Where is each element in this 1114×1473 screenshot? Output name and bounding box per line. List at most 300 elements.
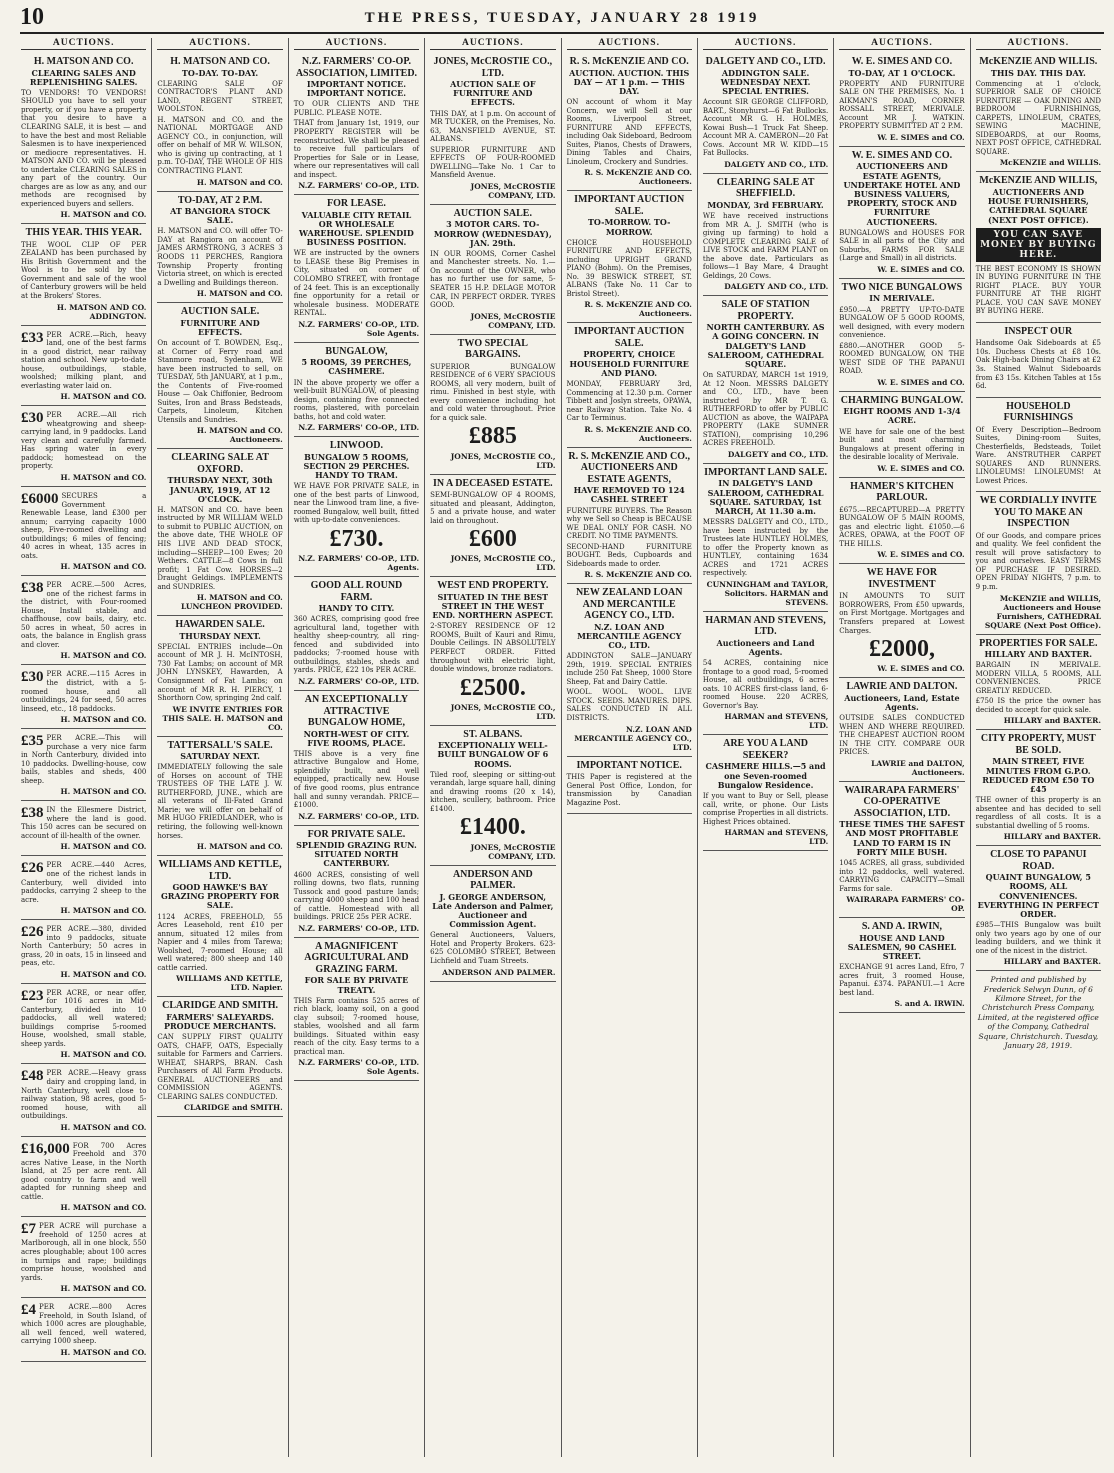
ad-paragraph <box>21 241 146 301</box>
advertisement <box>430 726 555 866</box>
ad-paragraph <box>430 491 555 525</box>
ad-body <box>703 518 828 578</box>
ad-signature: R. S. McKENZIE AND CO. <box>584 570 692 580</box>
ad-price: £30 <box>21 669 44 686</box>
ad-title: INSPECT OUR <box>1004 325 1073 337</box>
ad-text: THIS DAY, at 1 p.m. On account of MR TUCKER, on the Premises, No. 63, MANSFIELD AVENUE, ST. ALBANS. <box>430 109 556 144</box>
ad-subtitle: THESE TIMES THE SAFEST AND MOST PROFITABLE LAND TO FARM IS IN FORTY MILE BUSH. <box>839 819 965 857</box>
advertisement <box>21 920 146 984</box>
ad-signature: H. MATSON and CO. <box>60 715 147 725</box>
ad-body <box>294 100 419 179</box>
ad-signature: H. MATSON and CO. <box>60 842 147 852</box>
ad-text: PER ACRE.—Heavy grass dairy and cropping land, in North Canterbury, well close to railway station, 98 acres, good 5-roomed house, with all outbuildings. <box>21 1069 147 1121</box>
ad-subtitle: N.Z. LOAN AND MERCANTILE AGENCY CO., LTD. <box>577 621 682 651</box>
ad-title: HOUSEHOLD FURNISHINGS <box>1003 400 1074 424</box>
ad-signature: H. MATSON and CO. <box>60 1347 147 1357</box>
ad-title: R. S. McKENZIE AND CO. <box>569 56 689 67</box>
ad-subtitle: FURNITURE AND EFFECTS. <box>180 317 260 337</box>
ad-subtitle: AUCTIONEERS AND ESTATE AGENTS, UNDERTAKE HOTEL AND BUSINESS VALUERS, PROPERTY, STOCK AND FURNITURE AUCTIONEERS. <box>843 161 961 227</box>
ad-title: NEW ZEALAND LOAN AND MERCANTILE AGENCY CO., LTD. <box>575 587 683 622</box>
ad-paragraph <box>703 792 828 826</box>
ad-signature: H. MATSON and CO. <box>60 651 147 661</box>
advertisement <box>157 737 282 856</box>
ad-text: £985—THIS Bungalow was built only two years ago by one of our leading builders, and we think it one of the nicest in the district. <box>975 921 1101 955</box>
ad-text: THE BEST ECONOMY IS SHOWN IN BUYING FURNITURE IN THE RIGHT PLACE. BUY YOUR FURNITURE AT THE RIGHT PLACE. YOU CAN SAVE MONEY BY BUYING HERE. <box>975 264 1101 316</box>
ad-text: FOR 700 Acres Freehold and 370 acres Native Lease, in the North Island, at 25 per acre rent. All good country to farm and well adapted for running sheep and cattle. <box>21 1141 147 1201</box>
advertisement <box>157 856 282 997</box>
ad-title: IMPORTANT AUCTION SALE. <box>574 194 685 217</box>
ad-paragraph <box>157 80 282 114</box>
ad-title: CLARIDGE AND SMITH. <box>162 1000 278 1012</box>
ad-signature: S. and A. IRWIN. <box>894 999 965 1009</box>
ad-signature: N.Z. FARMERS' CO-OP., LTD. <box>298 811 420 821</box>
ad-body <box>294 997 419 1057</box>
ad-text: SECURES a Government Renewable Lease, land £300 per annum; carrying capacity 1000 sheep, Five-roomed dwelling and outbuildings; 6 miles of fencing; 40 acres in wheat, 135 acres in oats. <box>21 491 147 560</box>
ad-title: ARE YOU A LAND SEEKER? <box>723 738 809 761</box>
ad-title: AN EXCEPTIONALLY ATTRACTIVE BUNGALOW HOME, <box>304 694 409 728</box>
ad-subtitle: NORTH CANTERBURY. AS A GOING CONCERN. IN DALGETY'S LAND SALEROOM, CATHEDRAL SQUARE. <box>706 322 825 369</box>
advertisement <box>976 172 1101 322</box>
ad-text: BARGAIN IN MERIVALE. MODERN VILLA, 5 ROOMS, ALL CONVENIENCES. PRICE GREATLY REDUCED. <box>975 661 1101 695</box>
ad-signature: H. MATSON and CO. <box>60 787 147 797</box>
ad-signature: WE INVITE ENTRIES FOR THIS SALE. H. MATSON and CO. <box>162 704 283 732</box>
advertisement <box>21 984 146 1065</box>
ad-signature: H. MATSON and CO. <box>60 562 147 572</box>
advertisement <box>567 448 692 585</box>
ad-price: £26 <box>21 924 44 941</box>
ad-signature: WAIRARAPA FARMERS' CO-OP. <box>846 895 965 914</box>
ad-body <box>839 859 964 893</box>
advertisement <box>430 335 555 475</box>
ad-signature: H. MATSON and CO. Auctioneers. <box>196 426 283 445</box>
ad-body <box>157 643 282 703</box>
advertisement <box>976 635 1101 731</box>
ad-title: IMPORTANT LAND SALE. <box>704 466 828 478</box>
ad-body <box>839 506 964 549</box>
ad-subtitle: TO-DAY, AT 1 O'CLOCK. <box>848 67 956 78</box>
ad-signature: W. E. SIMES and CO. <box>877 550 965 560</box>
ad-text: PER ACRE will purchase a freehold of 1250 acres at Marlborough, all in one block, 550 acres ploughable; about 100 acres in turnips and rape; buildings comprise house, woolshed and yards. <box>21 1222 147 1282</box>
ad-signature: N.Z. FARMERS' CO-OP., LTD. <box>298 423 420 433</box>
ad-paragraph <box>430 110 555 144</box>
ad-body <box>567 239 692 299</box>
ad-body <box>430 250 555 310</box>
ad-subtitle: IN DALGETY'S LAND SALEROOM, CATHEDRAL SQUARE. SATURDAY, 1st MARCH, At 11.30 a.m. <box>707 478 824 516</box>
ad-subtitle: EIGHT ROOMS AND 1-3/4 ACRE. <box>843 406 961 426</box>
ad-price: £885 <box>468 423 517 450</box>
ad-subtitle: BUNGALOW 5 ROOMS, SECTION 29 PERCHES. HANDY TO TRAM. <box>303 451 410 481</box>
ad-paragraph <box>21 806 146 840</box>
ad-subtitle: GOOD HAWKE'S BAY GRAZING PROPERTY FOR SALE. <box>160 882 280 911</box>
ad-text: MESSRS DALGETY and CO., LTD., have been instructed by the Trustees late HUNTLEY HOLMES, to offer the Property known as HUNTLEY, containing 1634 ACRES and 1721 ACRES respectively. <box>702 518 829 578</box>
ad-paragraph <box>21 1303 146 1346</box>
ad-price: £600 <box>468 526 517 553</box>
ad-subtitle: 3 MOTOR CARS. TO-MORROW (WEDNESDAY), JAN. 29th. <box>433 219 552 248</box>
ad-title: GOOD ALL ROUND FARM. <box>310 580 403 603</box>
advertisement <box>976 730 1101 846</box>
ad-paragraph <box>294 615 419 675</box>
ad-body <box>21 241 146 301</box>
ad-paragraph <box>839 506 964 549</box>
ad-signature: H. MATSON and CO. <box>196 177 283 187</box>
ad-paragraph <box>157 339 282 424</box>
ad-title: IMPORTANT AUCTION SALE. <box>574 326 685 349</box>
ad-text: £880.—ANOTHER GOOD 5-ROOMED BUNGALOW, ON THE WEST SIDE OF THE PAPANUI ROAD. <box>839 341 965 376</box>
ad-paragraph <box>703 371 828 448</box>
ad-signature: H. MATSON and CO. <box>196 289 283 299</box>
ad-title: PROPERTIES FOR SALE. <box>979 637 1098 649</box>
column-heading: AUCTIONS. <box>157 38 282 50</box>
ad-subtitle: FOR SALE BY PRIVATE TREATY. <box>304 975 409 995</box>
ad-price: £35 <box>21 733 44 750</box>
ad-price: £6000 <box>21 490 59 507</box>
ad-subtitle: J. GEORGE ANDERSON, Late Anderson and Palmer, Auctioneer and Commission Agent. <box>432 891 554 930</box>
ad-text: IN OUR ROOMS, Corner Cashel and Manchester streets. No. 1.—On account of the OWNER, who has no further use for same, 5-SEATER 15 H.P. DELAGE MOTOR CAR, IN PERFECT ORDER. TYRES GOOD. <box>430 249 556 310</box>
ad-paragraph <box>294 750 419 810</box>
ad-signature: HARMAN and STEVENS, LTD. <box>724 712 829 731</box>
ad-paragraph <box>839 306 964 340</box>
advertisement <box>294 691 419 826</box>
ad-body <box>21 411 146 471</box>
ad-signature: DALGETY AND CO., LTD. <box>724 282 829 292</box>
ad-paragraph <box>430 146 555 180</box>
ad-body <box>976 265 1101 316</box>
ad-text: SUPERIOR BUNGALOW RESIDENCE of 6 VERY SPACIOUS ROOMS, all very modern, built of rimu. Finished in best style, with every convenience including hot and cold water throughout. Price for a quick sale. <box>430 362 556 422</box>
advertisement <box>976 323 1101 398</box>
ad-text: MONDAY, FEBRUARY 3rd, Commencing at 12.30 p.m. Corner Tibbett and Joslyn streets, OPAWA, near Railway Station. Take No. 4 Car to Terminus. <box>566 379 692 423</box>
advertisement <box>157 53 282 192</box>
ad-body <box>157 763 282 840</box>
ad-title: FOR PRIVATE SALE. <box>307 828 406 840</box>
ad-signature: JONES, McCROSTIE COMPANY, LTD. <box>470 181 556 200</box>
ad-title: TATTERSALL'S SALE. <box>167 739 273 751</box>
ad-text: £950.—A PRETTY UP-TO-DATE BUNGALOW OF 5 GOOD ROOMS, well designed, with every modern convenience. <box>839 305 965 340</box>
ad-title: W. E. SIMES AND CO. <box>851 149 953 161</box>
ad-body <box>21 331 146 391</box>
ad-title: WE CORDIALLY INVITE YOU TO MAKE AN INSPECTION <box>979 495 1097 530</box>
ad-paragraph <box>567 380 692 423</box>
ad-text: £675.—RECAPTURED—A PRETTY BUNGALOW OF 5 MAIN ROOMS, gas and electric light. £1050.—6 ACRES, OPAWA, at the FOOT OF THE HILLS. <box>839 505 965 548</box>
ad-title: CLEARING SALE AT SHEFFIELD. <box>716 176 815 200</box>
ad-text: ADDINGTON SALE—JANUARY 29th, 1919. SPECIAL ENTRIES include 250 Fat Sheep, 1000 Store Sheep, Fat and Dairy Cattle. <box>566 652 692 686</box>
advertisement <box>294 577 419 691</box>
ad-subtitle: AUCTION. AUCTION. THIS DAY — AT 1 p.m. — THIS DAY. <box>569 67 690 96</box>
ad-subtitle: THURSDAY NEXT. <box>179 630 261 641</box>
ad-subtitle: SITUATED IN THE BEST STREET IN THE WEST END. NORTHERN ASPECT. <box>432 591 554 621</box>
ad-paragraph <box>294 379 419 422</box>
ad-price: £2000, <box>868 636 935 663</box>
ad-body <box>703 659 828 710</box>
ad-subtitle: AUCTIONEERS AND HOUSE FURNISHERS, CATHEDRAL SQUARE (NEXT POST OFFICE). <box>987 186 1089 225</box>
ad-signature: W. E. SIMES and CO. <box>877 664 965 674</box>
ad-paragraph <box>21 1069 146 1120</box>
ad-price: £16,000 <box>21 1140 70 1157</box>
column-4 <box>425 38 561 1457</box>
ad-text: PER ACRE.—500 Acres, one of the richest farms in the district, with Four-roomed House, Install stable, and chaffhouse, cow bails, dairy, etc. 50 acres in wheat, 50 acres in oats, the balance in English grass and clover. <box>21 581 147 649</box>
ad-paragraph <box>294 482 419 525</box>
ad-text: THIS above is a very fine attractive Bungalow and Home, splendidly built, and well equipped, practically new. House of five good rooms, plus entrance hall and sunny verandah. PRICE—£1000. <box>293 749 420 810</box>
ad-body <box>976 339 1101 390</box>
advertisement <box>839 53 964 147</box>
ad-text: PER ACRE.—380, divided into 9 paddocks, situate North Canterbury; 50 acres in grass, 20 in oats, 15 in linseed and peas, etc. <box>21 925 147 968</box>
ad-title: FOR LEASE. <box>326 198 386 210</box>
advertisement <box>157 192 282 304</box>
ad-paragraph <box>21 734 146 785</box>
ad-subtitle: THIS DAY. THIS DAY. <box>990 67 1086 78</box>
ad-text: WOOL. WOOL. WOOL. LIVE STOCK. SEEDS. MANURES. DIPS. SALES CONDUCTED IN ALL DISTRICTS. <box>566 688 692 722</box>
ad-paragraph <box>839 592 964 635</box>
ad-text: THE owner of this property is an absentee and has decided to sell regardless of all costs. It is a substantial dwelling of 5 rooms. <box>975 796 1101 830</box>
column-heading: AUCTIONS. <box>839 38 964 50</box>
masthead <box>20 6 1104 34</box>
ad-subtitle: 5 ROOMS, 39 PERCHES, CASHMERE. <box>301 357 412 377</box>
ad-text: THE WOOL CLIP OF PER ZEALAND has been purchased by His British Government and the Wool is to be sold by the Government and sale of the wool of Canterbury growers will be held at the Brokers' Stores. <box>21 240 147 300</box>
ad-signature: H. MATSON and CO. <box>60 969 147 979</box>
ad-body <box>567 98 692 166</box>
ad-body <box>703 792 828 826</box>
ad-signature: N.Z. LOAN AND MERCANTILE AGENCY CO., LTD. <box>574 724 692 752</box>
ad-paragraph <box>21 670 146 713</box>
advertisement <box>976 846 1101 971</box>
ad-body <box>430 622 555 673</box>
ad-paragraph <box>976 532 1101 592</box>
ad-text: £750 IS the price the owner has decided to accept for quick sale. <box>975 697 1101 714</box>
ad-paragraph <box>430 931 555 965</box>
ad-signature: H. MATSON AND CO. ADDINGTON. <box>56 302 147 321</box>
ad-title: DALGETY AND CO., LTD. <box>705 56 826 67</box>
ad-title: WAIRARAPA FARMERS' CO-OPERATIVE ASSOCIATION, LTD. <box>844 784 960 819</box>
ad-text: Handsome Oak Sideboards at £5 10s. Duchess Chests at £8 10s. Oak High-back Dining Chairs at £2 3s. Stained Walnut Sideboards from £3 15s. Kitchen Tables at 15s 6d. <box>975 339 1101 391</box>
ad-signature: H. MATSON and CO. <box>60 1203 147 1213</box>
ad-signature: W. E. SIMES and CO. <box>877 264 965 274</box>
ad-paragraph <box>703 98 828 158</box>
column-3 <box>289 38 425 1457</box>
ad-paragraph <box>976 339 1101 390</box>
ad-body <box>294 615 419 675</box>
ad-title: McKENZIE AND WILLIS, <box>979 175 1098 187</box>
ad-title: HAWARDEN SALE. <box>175 619 265 631</box>
ad-paragraph <box>430 771 555 814</box>
ad-body <box>21 1069 146 1120</box>
advertisement <box>839 279 964 392</box>
ad-body <box>430 110 555 180</box>
column-8 <box>971 38 1106 1457</box>
imprint-footer: Printed and published by Frederick Selwyn Dunn, of 6 Kilmore Street, for the Christchurch Press Company, Limited, at the registered office of the Company, Cathedral Square, Christchurch. Tuesday, January 28, 1919. <box>977 975 1099 1050</box>
column-7 <box>834 38 970 1457</box>
advertisement <box>839 478 964 565</box>
ad-subtitle: AUCTION SALE OF FURNITURE AND EFFECTS. <box>450 79 536 108</box>
ad-title: AUCTION SALE. <box>180 306 260 318</box>
ad-signature: McKENZIE and WILLIS, Auctioneers and House Furnishers, CATHEDRAL SQUARE (Next Post Office). <box>984 593 1101 630</box>
ad-signature: WILLIAMS AND KETTLE, LTD. Napier. <box>176 974 283 993</box>
advertisement <box>839 918 964 1013</box>
ad-paragraph <box>21 989 146 1049</box>
ad-paragraph <box>839 229 964 263</box>
ad-title: LINWOOD. <box>329 440 383 452</box>
ad-title: TWO SPECIAL BARGAINS. <box>457 337 528 361</box>
ad-price: £26 <box>21 860 44 877</box>
ad-subtitle: HOUSE AND LAND SALESMEN, 90 CASHEL STREET. <box>847 932 957 962</box>
advertisement <box>839 782 964 918</box>
ad-signature: N.Z. FARMERS' CO-OP., LTD. <box>298 677 420 686</box>
ad-body <box>21 581 146 649</box>
ad-title: HARMAN AND STEVENS, LTD. <box>705 614 826 638</box>
ad-subtitle: HAVE REMOVED TO 124 CASHEL STREET <box>573 485 685 505</box>
ad-text: IN the above property we offer a well-built BUNGALOW, of pleasing design, containing five connected rooms, plastered, with porcelain baths, hot and cold water. <box>293 378 420 421</box>
advertisement <box>567 53 692 191</box>
ad-text: Account SIR GEORGE CLIFFORD, BART., Stonyhurst—6 Fat Bullocks. Account MR G. H. HOLMES, Kowai Bush—1 Truck Fat Sheep. Account MR A. CAMERON—20 Fat Cows. Account MR W. KIDD—15 Fat Bullocks. <box>702 98 829 158</box>
advertisement <box>567 323 692 447</box>
ad-body <box>703 212 828 280</box>
ad-body <box>976 921 1101 955</box>
advertisement <box>839 564 964 678</box>
ad-text: THIS Farm contains 525 acres of rich black, loamy soil, on a good clay subsoil; 7-roomed house, stables, woolshed and all farm buildings. Situated within easy reach of the city. Easy terms to a practical man. <box>293 996 420 1056</box>
ad-paragraph <box>21 331 146 391</box>
column-1 <box>16 38 152 1457</box>
ad-body <box>21 989 146 1049</box>
ad-text: H. MATSON and CO. have been instructed by MR WILLIAM WELD to submit to PUBLIC AUCTION, on the above date, THE WHOLE OF HIS LIVE AND DEAD STOCK, including—SHEEP—100 Ewes; 20 Wethers. CATTLE—8 Cows in full profit; 1 Fat Cow. HORSES—2 Draught Geldings. IMPLEMENTS and SUNDRIES. <box>157 505 283 591</box>
ad-price: £23 <box>21 987 44 1004</box>
ad-paragraph <box>157 227 282 287</box>
ad-paragraph <box>21 1142 146 1202</box>
ad-signature: R. S. McKENZIE AND CO. Auctioneers. <box>584 424 692 443</box>
advertisement <box>294 343 419 438</box>
ad-signature: McKENZIE and WILLIS. <box>999 158 1101 168</box>
column-5 <box>562 38 698 1457</box>
ad-title: S. AND A. IRWIN, <box>861 921 943 933</box>
advertisement <box>430 577 555 725</box>
ad-signature: N.Z. FARMERS' CO-OP., LTD. Sole Agents. <box>298 319 420 338</box>
ad-text: H. MATSON and CO. will offer TO-DAY at Rangiora on account of JAMES ARMSTRONG, 3 ACRES 3 ROODS 11 PERCHES, Rangiora Township Property fronting Victoria street, on which is erected a Dwelling and Buildings thereon. <box>157 227 283 287</box>
ad-paragraph <box>157 763 282 840</box>
ad-signature: JONES, McCROSTIE CO., LTD. <box>450 554 556 573</box>
advertisement <box>839 392 964 478</box>
ad-text: PER ACRE.—Rich, heavy land, one of the best farms in a good district, near railway station and school. New up-to-date house, outbuildings, stable, woolshed; milking plant, and everlasting water laid on. <box>21 330 147 390</box>
ad-body <box>294 482 419 525</box>
ad-title: CLEARING SALE AT OXFORD. <box>171 452 269 475</box>
ad-title: H. MATSON AND CO. <box>170 56 270 67</box>
ad-body <box>976 80 1101 157</box>
advertisement <box>976 492 1101 634</box>
ad-price: £1400. <box>459 814 526 841</box>
advertisement <box>21 1298 146 1362</box>
ad-body <box>21 861 146 904</box>
ad-subtitle: TO-MORROW. TO-MORROW. <box>587 217 671 237</box>
ad-paragraph <box>21 581 146 649</box>
ad-paragraph <box>21 861 146 904</box>
advertisement <box>157 303 282 449</box>
ad-title: McKENZIE AND WILLIS. <box>979 56 1098 67</box>
ad-signature: N.Z. FARMERS' CO-OP., LTD. Agents. <box>298 554 420 573</box>
ad-paragraph <box>294 100 419 117</box>
advertisement <box>21 665 146 729</box>
ad-body <box>294 249 419 317</box>
ad-text: SUPERIOR FURNITURE AND EFFECTS OF FOUR-ROOMED DWELLING—Take No. 1 Car to Mansfield Avenue. <box>430 145 556 180</box>
ad-text: IN AMOUNTS TO SUIT BORROWERS, From £50 upwards, on First Mortgage. Mortgages and Transfers prepared at Lowest Charges. <box>839 592 965 635</box>
ad-text: CHOICE HOUSEHOLD FURNITURE AND EFFECTS, including UPRIGHT GRAND PIANO (Bohm). On the Premises, No. 39 BESWICK STREET, ST. ALBANS (Take No. 11 Car to Bristol Street). <box>566 238 692 298</box>
ad-body <box>839 306 964 376</box>
ad-body <box>21 806 146 840</box>
ad-title: CHARMING BUNGALOW. <box>840 394 964 406</box>
ad-paragraph <box>157 1033 282 1101</box>
column-heading: AUCTIONS. <box>21 38 146 50</box>
ad-paragraph <box>839 714 964 757</box>
ad-subtitle: IMPORTANT NOTICE. IMPORTANT NOTICE. <box>306 79 406 99</box>
ad-subtitle: HANDY TO CITY. <box>318 603 395 614</box>
ad-subtitle: HILLARY AND BAXTER. <box>984 649 1093 660</box>
advertisement <box>703 735 828 851</box>
ad-text: WE have received instructions from MR A. J. SMITH (who is giving up farming) to hold a COMPLETE CLEARING SALE of LIVE STOCK and FARM PLANT on the above date. Particulars as follows—1 Bay Mare, 4 Draught Geldings, 20 Cows. <box>702 211 829 280</box>
ad-signature: R. S. McKENZIE AND CO. Auctioneers. <box>584 300 692 319</box>
ad-paragraph <box>976 697 1101 714</box>
ad-paragraph <box>157 506 282 591</box>
ad-signature: JONES, McCROSTIE CO., LTD. <box>450 451 556 470</box>
ad-paragraph <box>703 518 828 578</box>
ad-text: THIS Paper is registered at the General Post Office, London, for transmission by Canadian Magazine Post. <box>566 773 692 807</box>
ad-price: £730. <box>329 525 384 552</box>
ad-body <box>567 380 692 423</box>
ad-signature: W. E. SIMES and CO. <box>877 377 965 387</box>
advertisement <box>976 398 1101 493</box>
ad-paragraph <box>567 507 692 541</box>
ad-paragraph <box>976 796 1101 830</box>
ad-title: IN A DECEASED ESTATE. <box>432 477 553 489</box>
ad-title: W. E. SIMES AND CO. <box>851 56 953 67</box>
ad-signature: H. MATSON and CO. <box>60 1050 147 1060</box>
ad-subtitle: CASHMERE HILLS.—5 and one Seven-roomed Bungalow Residence. <box>705 761 826 790</box>
ad-text: If you want to Buy or Sell, please call, write, or phone. Our Lists comprise Properties in all districts. Highest Prices obtained. <box>702 792 829 826</box>
ad-signature: CLARIDGE and SMITH. <box>184 1103 283 1113</box>
ad-title: LAWRIE AND DALTON. <box>846 681 958 693</box>
ad-text: 1124 ACRES, FREEHOLD, 55 Acres Leasehold, rent £10 per annum, situated 12 miles from Napier and 4 miles from Tarewa; Woolshed, 7-roomed House; all well watered; 800 sheep and 140 cattle carried. <box>157 912 283 972</box>
ad-paragraph <box>976 921 1101 955</box>
ad-paragraph <box>976 265 1101 316</box>
ad-title: AUCTION SALE. <box>453 207 532 219</box>
ad-body <box>157 913 282 973</box>
ad-signature: N.Z. FARMERS' CO-OP., LTD. Sole Agents. <box>298 1058 420 1077</box>
ad-paragraph <box>839 859 964 893</box>
ad-price: £30 <box>21 410 44 427</box>
advertisement <box>567 191 692 323</box>
ad-paragraph <box>21 89 146 208</box>
ad-text: THAT from January 1st, 1919, our PROPERTY REGISTER will be reconstructed. We shall be pleased to receive full particulars of Properties for Sale or in Lease, where our representatives will call and inspect. <box>293 119 420 179</box>
ad-body <box>430 491 555 525</box>
ad-price: £48 <box>21 1068 44 1085</box>
ad-signature: LAWRIE and DALTON, Auctioneers. <box>871 758 965 777</box>
ad-price: £33 <box>21 329 44 346</box>
ad-body <box>21 1222 146 1282</box>
ad-subtitle: ADDINGTON SALE. WEDNESDAY NEXT. SPECIAL ENTRIES. <box>720 67 811 96</box>
advertisement <box>839 147 964 279</box>
advertisement <box>430 475 555 578</box>
ad-paragraph <box>567 98 692 166</box>
advertisement <box>294 53 419 195</box>
ad-body <box>703 98 828 158</box>
ad-paragraph <box>430 622 555 673</box>
advertisement <box>430 866 555 982</box>
ad-title: JONES, McCROSTIE CO., LTD. <box>433 56 553 79</box>
ad-paragraph <box>567 688 692 722</box>
ad-body <box>294 750 419 810</box>
ad-paragraph <box>976 661 1101 695</box>
ad-text: OUTSIDE SALES CONDUCTED WHEN AND WHERE REQUIRED. THE CHEAPEST AUCTION ROOM IN THE CITY. COMPARE OUR PRICES. <box>839 714 965 757</box>
ad-signature: DALGETY AND CO., LTD. <box>724 159 829 169</box>
ad-body <box>21 925 146 968</box>
ad-signature: HARMAN and STEVENS, LTD. <box>724 828 829 847</box>
ad-body <box>157 1033 282 1101</box>
ad-paragraph <box>21 1222 146 1282</box>
ad-signature: JONES, McCROSTIE CO., LTD. <box>450 702 556 721</box>
